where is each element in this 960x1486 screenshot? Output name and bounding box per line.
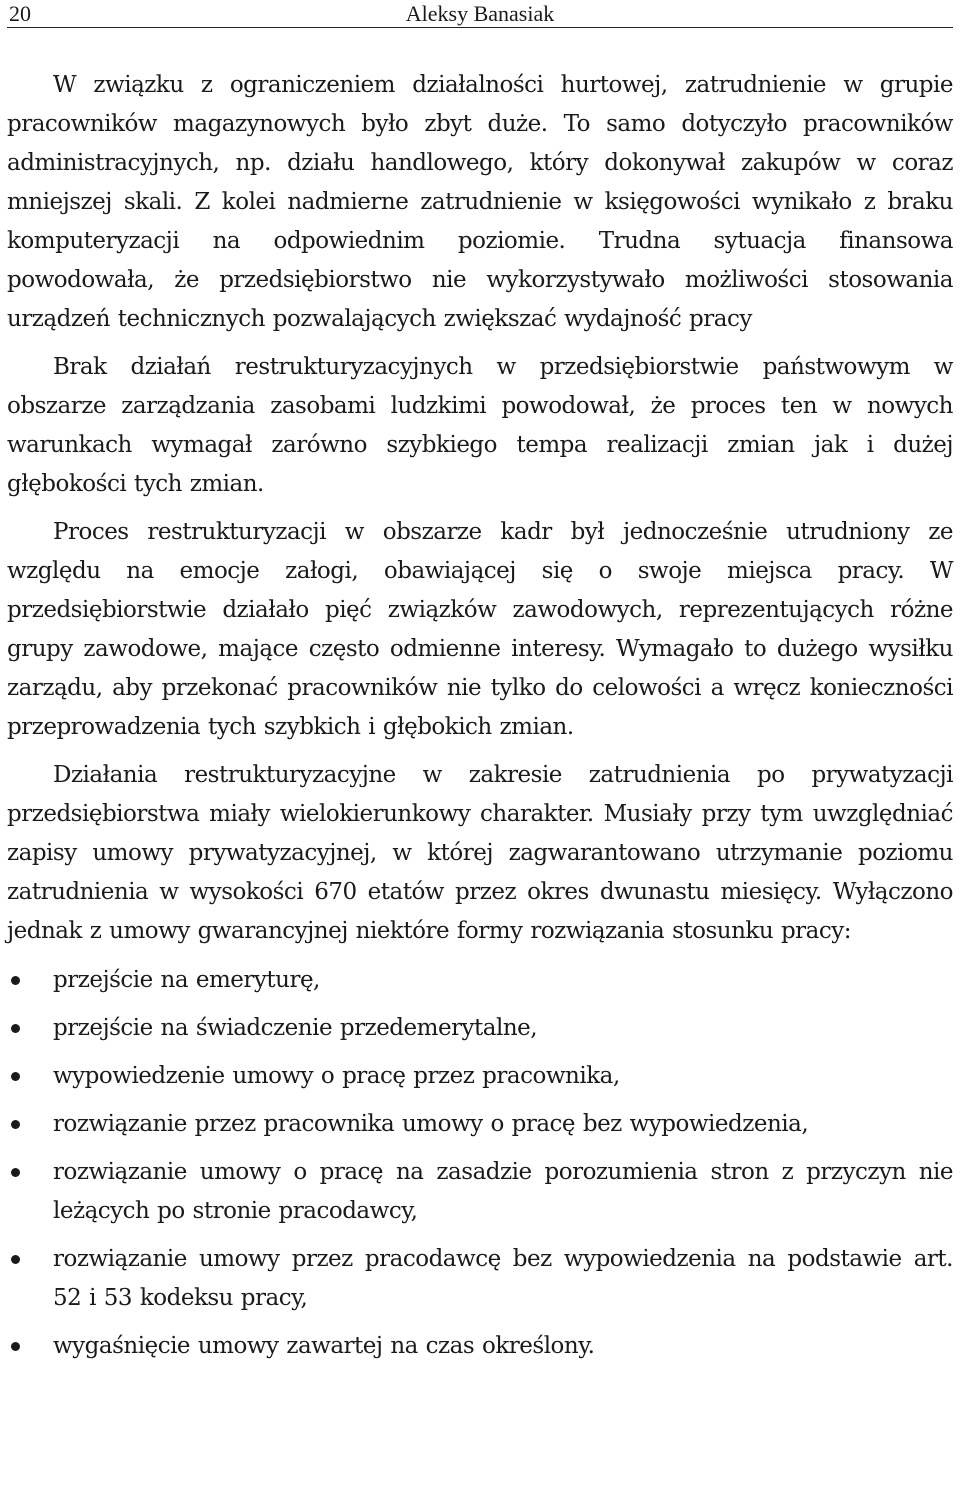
list-item-text: rozwiązanie przez pracownika umowy o pracę bez wypowiedzenia, [53,1111,809,1137]
bullet-icon [11,1168,20,1177]
running-header [7,0,953,28]
list-item-text: wypowiedzenie umowy o pracę przez pracownika, [53,1063,620,1089]
paragraph: Działania restrukturyzacyjne w zakresie zatrudnienia po prywatyzacji przedsiębiorstwa miały wielokierunkowy charakter. Musiały przy tym uwzględniać zapisy umowy prywatyzacyjnej, w której zagwarantowano utrzymanie poziomu zatrudnienia w wysokości 670 etatów przez okres dwunastu miesięcy. Wyłączono jednak z umowy gwarancyjnej niektóre formy rozwiązania stosunku pracy: [7,762,953,944]
bullet-list [7,961,953,1366]
list-item [7,1327,953,1366]
list-item-text: przejście na świadczenie przedemerytalne, [53,1015,538,1041]
list-item [7,1057,953,1096]
bullet-icon [11,976,20,985]
list-item [7,1153,953,1231]
list-item [7,1240,953,1318]
body-text [7,66,953,1366]
list-item-text: rozwiązanie umowy przez pracodawcę bez wypowiedzenia na podstawie art. 52 i 53 kodeksu pracy, [53,1246,953,1311]
paragraph: W związku z ograniczeniem działalności hurtowej, zatrudnienie w grupie pracowników magazynowych było zbyt duże. To samo dotyczyło pracowników administracyjnych, np. działu handlowego, który dokonywał zakupów w coraz mniejszej skali. Z kolei nadmierne zatrudnienie w księgowości wynikało z braku komputeryzacji na odpowiednim poziomie. Trudna sytuacja finansowa powodowała, że przedsiębiorstwo nie wykorzystywało możliwości stosowania urządzeń technicznych pozwalających zwiększać wydajność pracy [7,72,953,332]
bullet-icon [11,1024,20,1033]
page-number: 20 [9,1,31,26]
paragraph: Proces restrukturyzacji w obszarze kadr był jednocześnie utrudniony ze względu na emocje załogi, obawiającej się o swoje miejsca pracy. W przedsiębiorstwie działało pięć związków zawodowych, reprezentujących różne grupy zawodowe, mające często odmienne interesy. Wymagało to dużego wysiłku zarządu, aby przekonać pracowników nie tylko do celowości a wręcz konieczności przeprowadzenia tych szybkich i głębokich zmian. [7,519,953,740]
list-item [7,961,953,1000]
list-item [7,1105,953,1144]
bullet-icon [11,1072,20,1081]
bullet-icon [11,1120,20,1129]
list-item [7,1009,953,1048]
bullet-icon [11,1342,20,1351]
paragraph: Brak działań restrukturyzacyjnych w przedsiębiorstwie państwowym w obszarze zarządzania zasobami ludzkimi powodował, że proces ten w nowych warunkach wymagał zarówno szybkiego tempa realizacji zmian jak i dużej głębokości tych zmian. [7,354,953,497]
running-header-author: Aleksy Banasiak [405,1,555,26]
list-item-text: przejście na emeryturę, [53,967,320,993]
list-item-text: wygaśnięcie umowy zawartej na czas określony. [53,1333,595,1359]
bullet-icon [11,1255,20,1264]
list-item-text: rozwiązanie umowy o pracę na zasadzie porozumienia stron z przyczyn nie leżących po stronie pracodawcy, [53,1159,953,1224]
